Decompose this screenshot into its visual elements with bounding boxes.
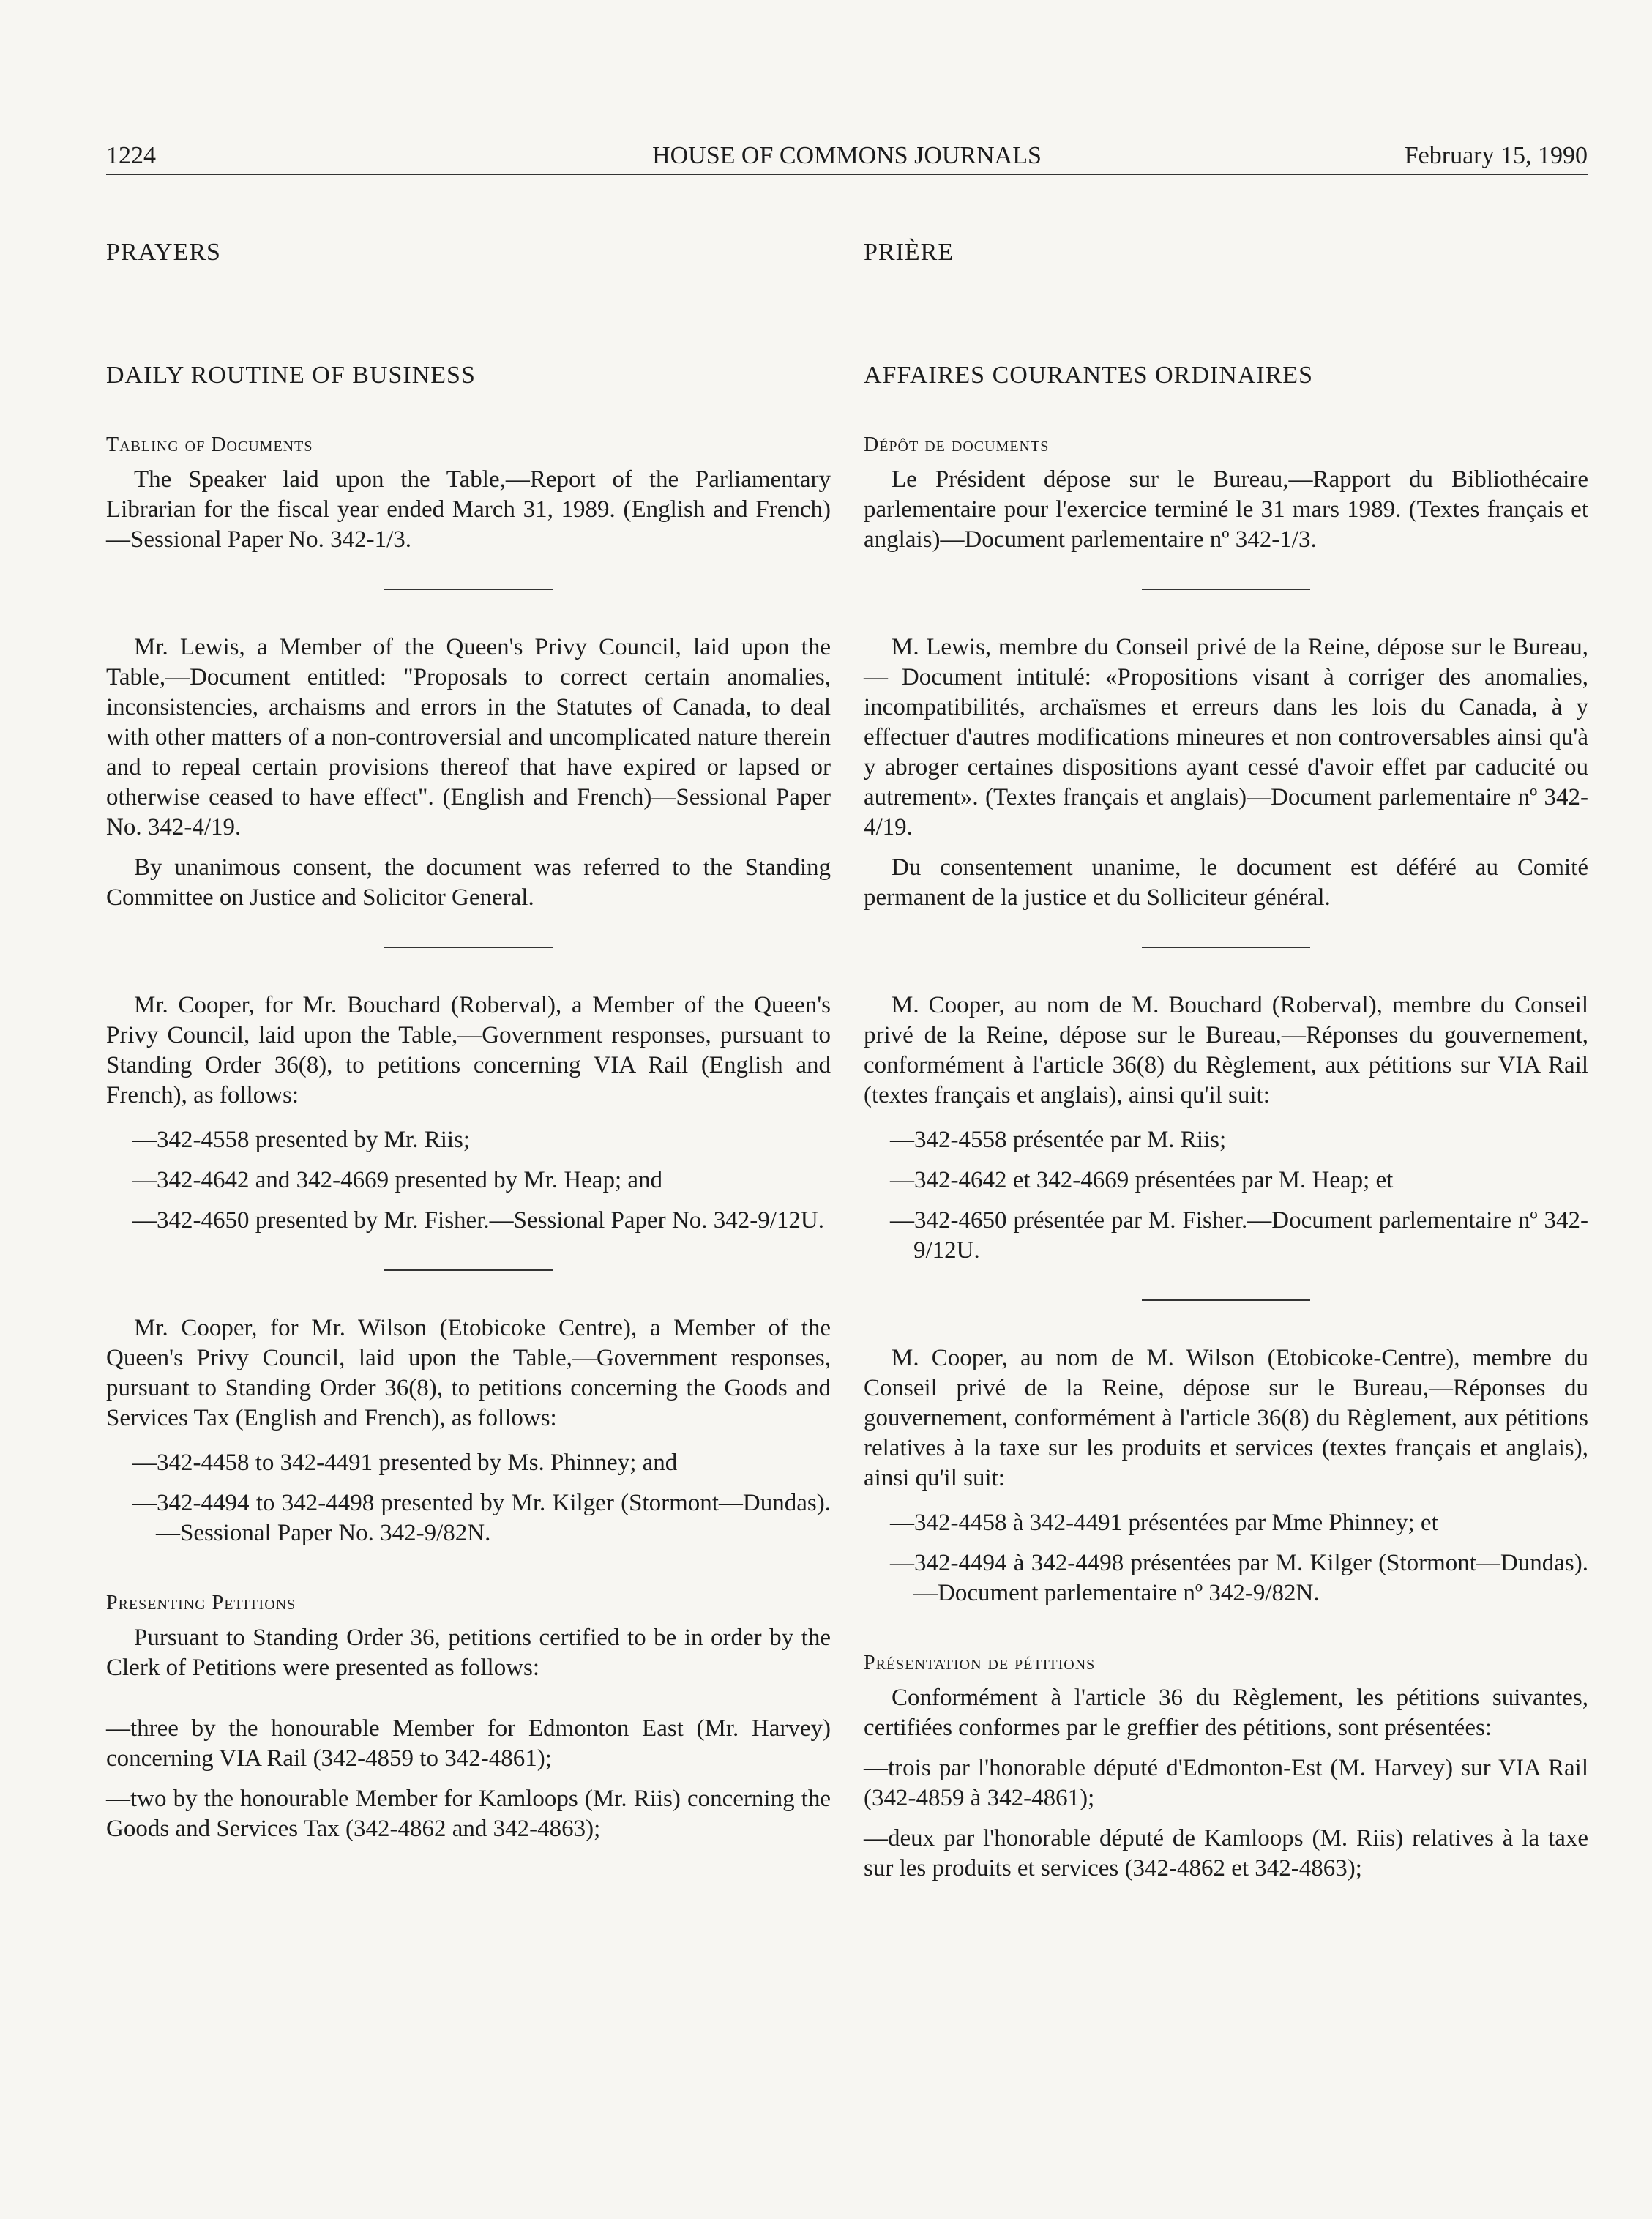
journal-date: February 15, 1990 [1404, 142, 1588, 169]
list-item: —342-4650 présentée par M. Fisher.—Document parlementaire nº 342-9/12U. [890, 1207, 1588, 1264]
french-column [864, 238, 1588, 1894]
cooper-bouchard-paragraph: Mr. Cooper, for Mr. Bouchard (Roberval), a Member of the Queen's Privy Council, laid upon the Table,—Government responses, pursuant to Standing Order 36(8), to petitions concerning VIA Rail (English and French), as follows: [106, 992, 831, 1108]
list-item: —342-4558 présentée par M. Riis; [890, 1127, 1227, 1153]
petition-item: —deux par l'honorable député de Kamloops (M. Riis) relatives à la taxe sur les produits et services (342-4862 et 342-4863); [864, 1825, 1588, 1882]
via-rail-responses-list-fr [864, 1125, 1588, 1266]
journal-title: HOUSE OF COMMONS JOURNALS [652, 142, 1042, 169]
gst-responses-list-fr [864, 1508, 1588, 1608]
section-divider [384, 947, 553, 948]
list-item: —342-4494 à 342-4498 présentées par M. Kilger (Stormont—Dundas).—Document parlementaire nº 342-9/82N. [890, 1550, 1588, 1606]
cooper-wilson-paragraph-fr: M. Cooper, au nom de M. Wilson (Etobicoke-Centre), membre du Conseil privé de la Reine, dépose sur le Bureau,—Réponses du gouvernement, conformément à l'article 36(8) du Règlement, aux pétitions relatives à la taxe sur les produits et services (textes français et anglais), ainsi qu'il suit: [864, 1345, 1588, 1491]
depot-paragraph: Le Président dépose sur le Bureau,—Rapport du Bibliothécaire parlementaire pour l'exercice terminé le 31 mars 1989. (Textes français et anglais)—Document parlementaire nº 342-1/3. [864, 466, 1588, 553]
section-divider [384, 589, 553, 590]
prayers-heading: PRAYERS [106, 239, 221, 266]
lewis-paragraph-fr: M. Lewis, membre du Conseil privé de la Reine, dépose sur le Bureau,— Document intitulé: «Propositions visant à corriger des anomalies, incompatibilités, archaïsmes et erreurs dans les lois du Canada, à y effectuer d'autres modifications mineures et non controversables ainsi qu'à y abroger certaines dispositions ayant cessé d'avoir effet par caducité ou autrement». (Textes français et anglais)—Document parlementaire nº 342-4/19. [864, 634, 1588, 840]
daily-routine-heading: DAILY ROUTINE OF BUSINESS [106, 362, 476, 389]
list-item: —342-4642 and 342-4669 presented by Mr. Heap; and [132, 1167, 663, 1193]
petitions-paragraph: Pursuant to Standing Order 36, petitions certified to be in order by the Clerk of Petitions were presented as follows: [106, 1625, 831, 1681]
list-item: —342-4494 to 342-4498 presented by Mr. Kilger (Stormont—Dundas).—Sessional Paper No. 342-9/82N. [132, 1490, 831, 1546]
consent-paragraph: By unanimous consent, the document was referred to the Standing Committee on Justice and Solicitor General. [106, 854, 831, 911]
section-divider [1142, 947, 1310, 948]
section-divider [384, 1269, 553, 1271]
priere-heading: PRIÈRE [864, 239, 954, 266]
page-number: 1224 [106, 142, 156, 169]
list-item: —342-4558 presented by Mr. Riis; [132, 1127, 471, 1153]
english-column [106, 238, 831, 1854]
list-item: —342-4642 et 342-4669 présentées par M. Heap; et [890, 1167, 1394, 1193]
cooper-bouchard-paragraph-fr: M. Cooper, au nom de M. Bouchard (Roberval), membre du Conseil privé de la Reine, dépose sur le Bureau,—Réponses du gouvernement, conformément à l'article 36(8) du Règlement, aux pétitions sur VIA Rail (textes français et anglais), ainsi qu'il suit: [864, 992, 1588, 1108]
petition-item: —three by the honourable Member for Edmonton East (Mr. Harvey) concerning VIA Rail (342-4859 to 342-4861); [106, 1715, 831, 1772]
petitions-heading: Presenting Petitions [106, 1592, 296, 1614]
cooper-wilson-paragraph: Mr. Cooper, for Mr. Wilson (Etobicoke Centre), a Member of the Queen's Privy Council, laid upon the Table,—Government responses, pursuant to Standing Order 36(8), to petitions concerning the Goods and Services Tax (English and French), as follows: [106, 1315, 831, 1431]
affaires-courantes-heading: AFFAIRES COURANTES ORDINAIRES [864, 362, 1313, 389]
tabling-heading: Tabling of Documents [106, 433, 313, 456]
tabling-paragraph: The Speaker laid upon the Table,—Report of the Parliamentary Librarian for the fiscal year ended March 31, 1989. (English and French)—Sessional Paper No. 342-1/3. [106, 466, 831, 553]
via-rail-responses-list [106, 1125, 831, 1236]
running-head [106, 141, 1588, 175]
petition-item: —trois par l'honorable député d'Edmonton-Est (M. Harvey) sur VIA Rail (342-4859 à 342-4861); [864, 1755, 1588, 1811]
list-item: —342-4650 presented by Mr. Fisher.—Sessional Paper No. 342-9/12U. [132, 1207, 824, 1234]
consent-paragraph-fr: Du consentement unanime, le document est déféré au Comité permanent de la justice et du Solliciteur général. [864, 854, 1588, 911]
petition-item: —two by the honourable Member for Kamloops (Mr. Riis) concerning the Goods and Services Tax (342-4862 and 342-4863); [106, 1786, 831, 1842]
list-item: —342-4458 à 342-4491 présentées par Mme Phinney; et [890, 1510, 1438, 1536]
lewis-paragraph: Mr. Lewis, a Member of the Queen's Privy Council, laid upon the Table,—Document entitled: "Proposals to correct certain anomalies, inconsistencies, archaisms and errors in the Statutes of Canada, to deal with other matters of a non-controversial and uncomplicated nature therein and to repeal certain provisions thereof that have expired or lapsed or otherwise ceased to have effect". (English and French)—Sessional Paper No. 342-4/19. [106, 634, 831, 840]
presentation-petitions-heading: Présentation de pétitions [864, 1652, 1096, 1674]
section-divider [1142, 589, 1310, 590]
section-divider [1142, 1299, 1310, 1301]
depot-heading: Dépôt de documents [864, 433, 1050, 456]
gst-responses-list [106, 1448, 831, 1548]
petitions-paragraph-fr: Conformément à l'article 36 du Règlement, les pétitions suivantes, certifiées conformes par le greffier des pétitions, sont présentées: [864, 1685, 1588, 1741]
list-item: —342-4458 to 342-4491 presented by Ms. Phinney; and [132, 1450, 678, 1476]
